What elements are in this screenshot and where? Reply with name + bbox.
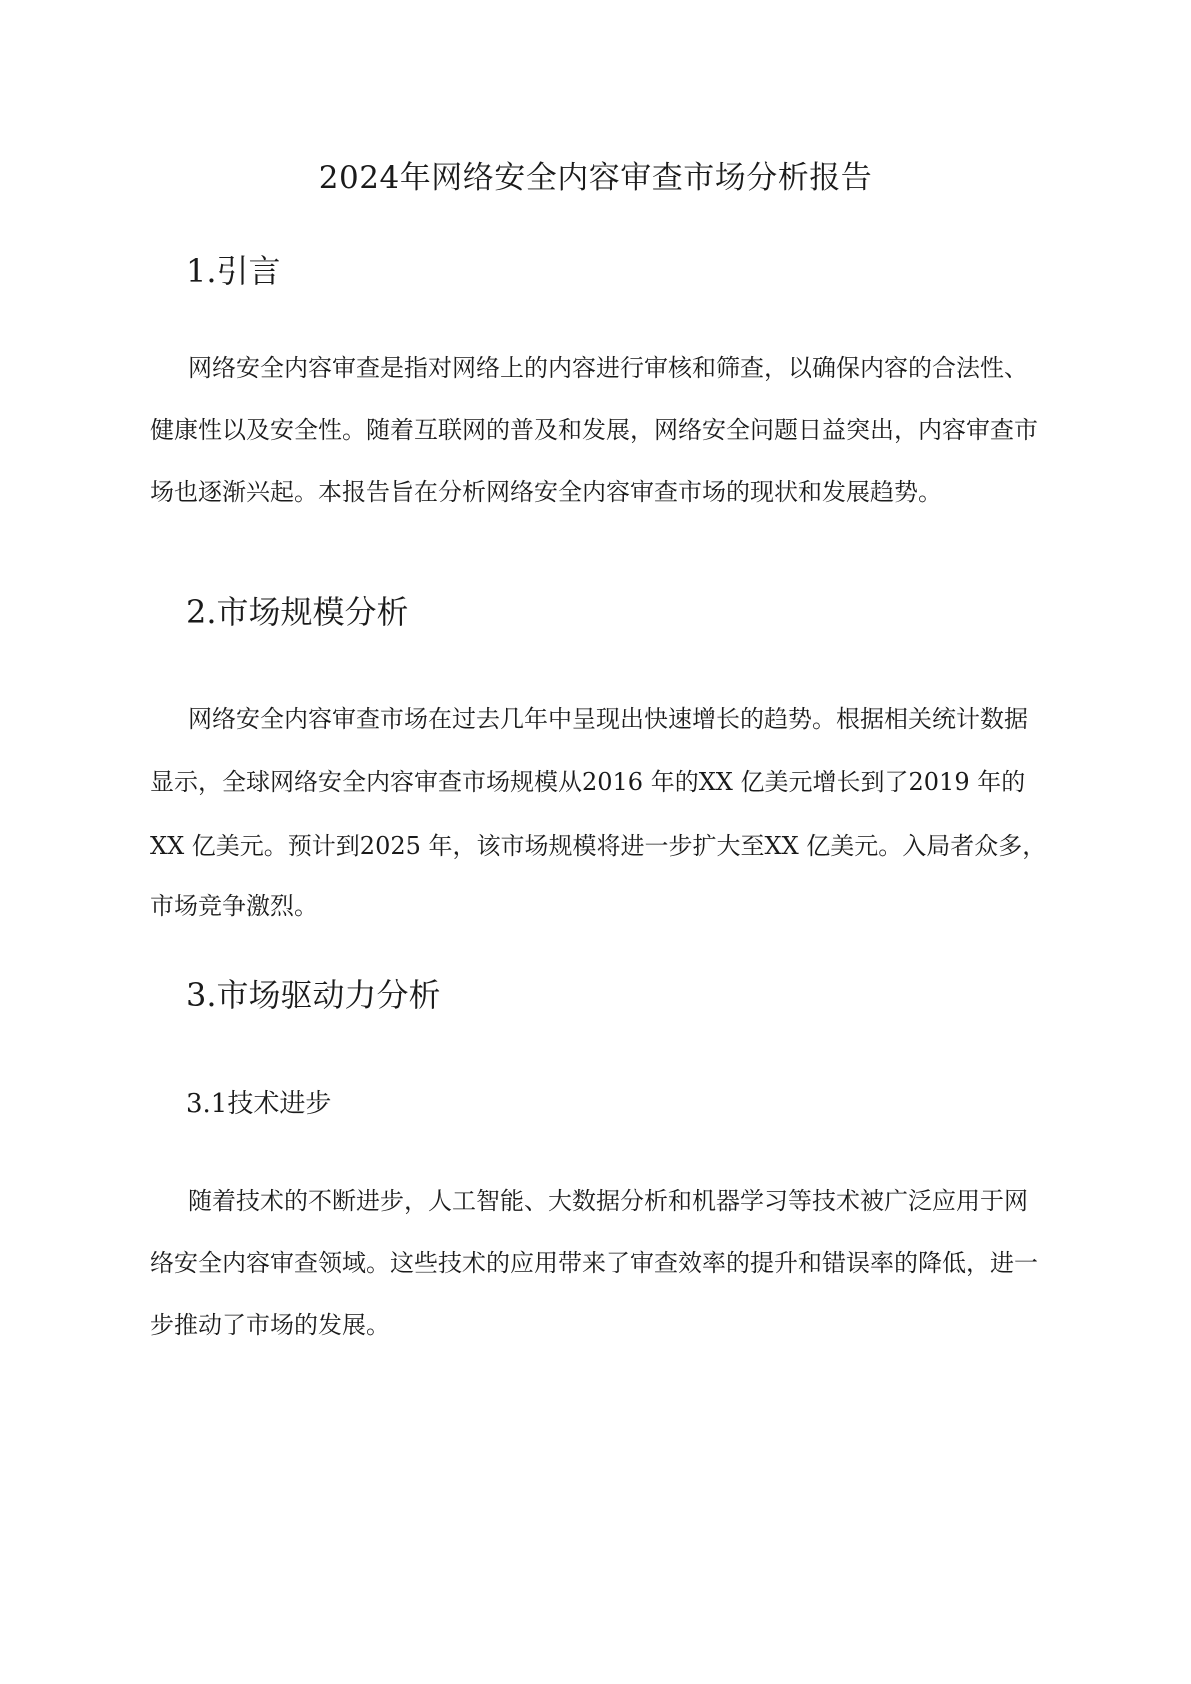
- section-heading-market-drivers: 3.市场驱动力分析: [186, 976, 441, 1014]
- paragraph-line: 随着技术的不断进步，人工智能、大数据分析和机器学习等技术被广泛应用于网: [188, 1187, 1028, 1215]
- document-title: 2024年网络安全内容审查市场分析报告: [318, 160, 873, 196]
- section-heading-market-size: 2.市场规模分析: [186, 593, 409, 631]
- paragraph-line: XX 亿美元。预计到2025 年，该市场规模将进一步扩大至XX 亿美元。入局者众多，: [150, 832, 1047, 860]
- paragraph-line: 络安全内容审查领域。这些技术的应用带来了审查效率的提升和错误率的降低，进一: [150, 1249, 1038, 1277]
- section-heading-introduction: 1.引言: [186, 252, 281, 290]
- paragraph-line: 网络安全内容审查市场在过去几年中呈现出快速增长的趋势。根据相关统计数据: [188, 705, 1028, 733]
- paragraph-line: 网络安全内容审查是指对网络上的内容进行审核和筛查，以确保内容的合法性、: [188, 354, 1028, 382]
- paragraph-line: 市场竞争激烈。: [150, 892, 318, 920]
- paragraph-line: 显示，全球网络安全内容审查市场规模从2016 年的XX 亿美元增长到了2019 年的: [150, 768, 1026, 796]
- paragraph-line: 步推动了市场的发展。: [150, 1311, 390, 1339]
- subsection-heading-technology: 3.1技术进步: [186, 1089, 332, 1119]
- paragraph-line: 健康性以及安全性。随着互联网的普及和发展，网络安全问题日益突出，内容审查市: [150, 416, 1038, 444]
- paragraph-line: 场也逐渐兴起。本报告旨在分析网络安全内容审查市场的现状和发展趋势。: [150, 478, 942, 506]
